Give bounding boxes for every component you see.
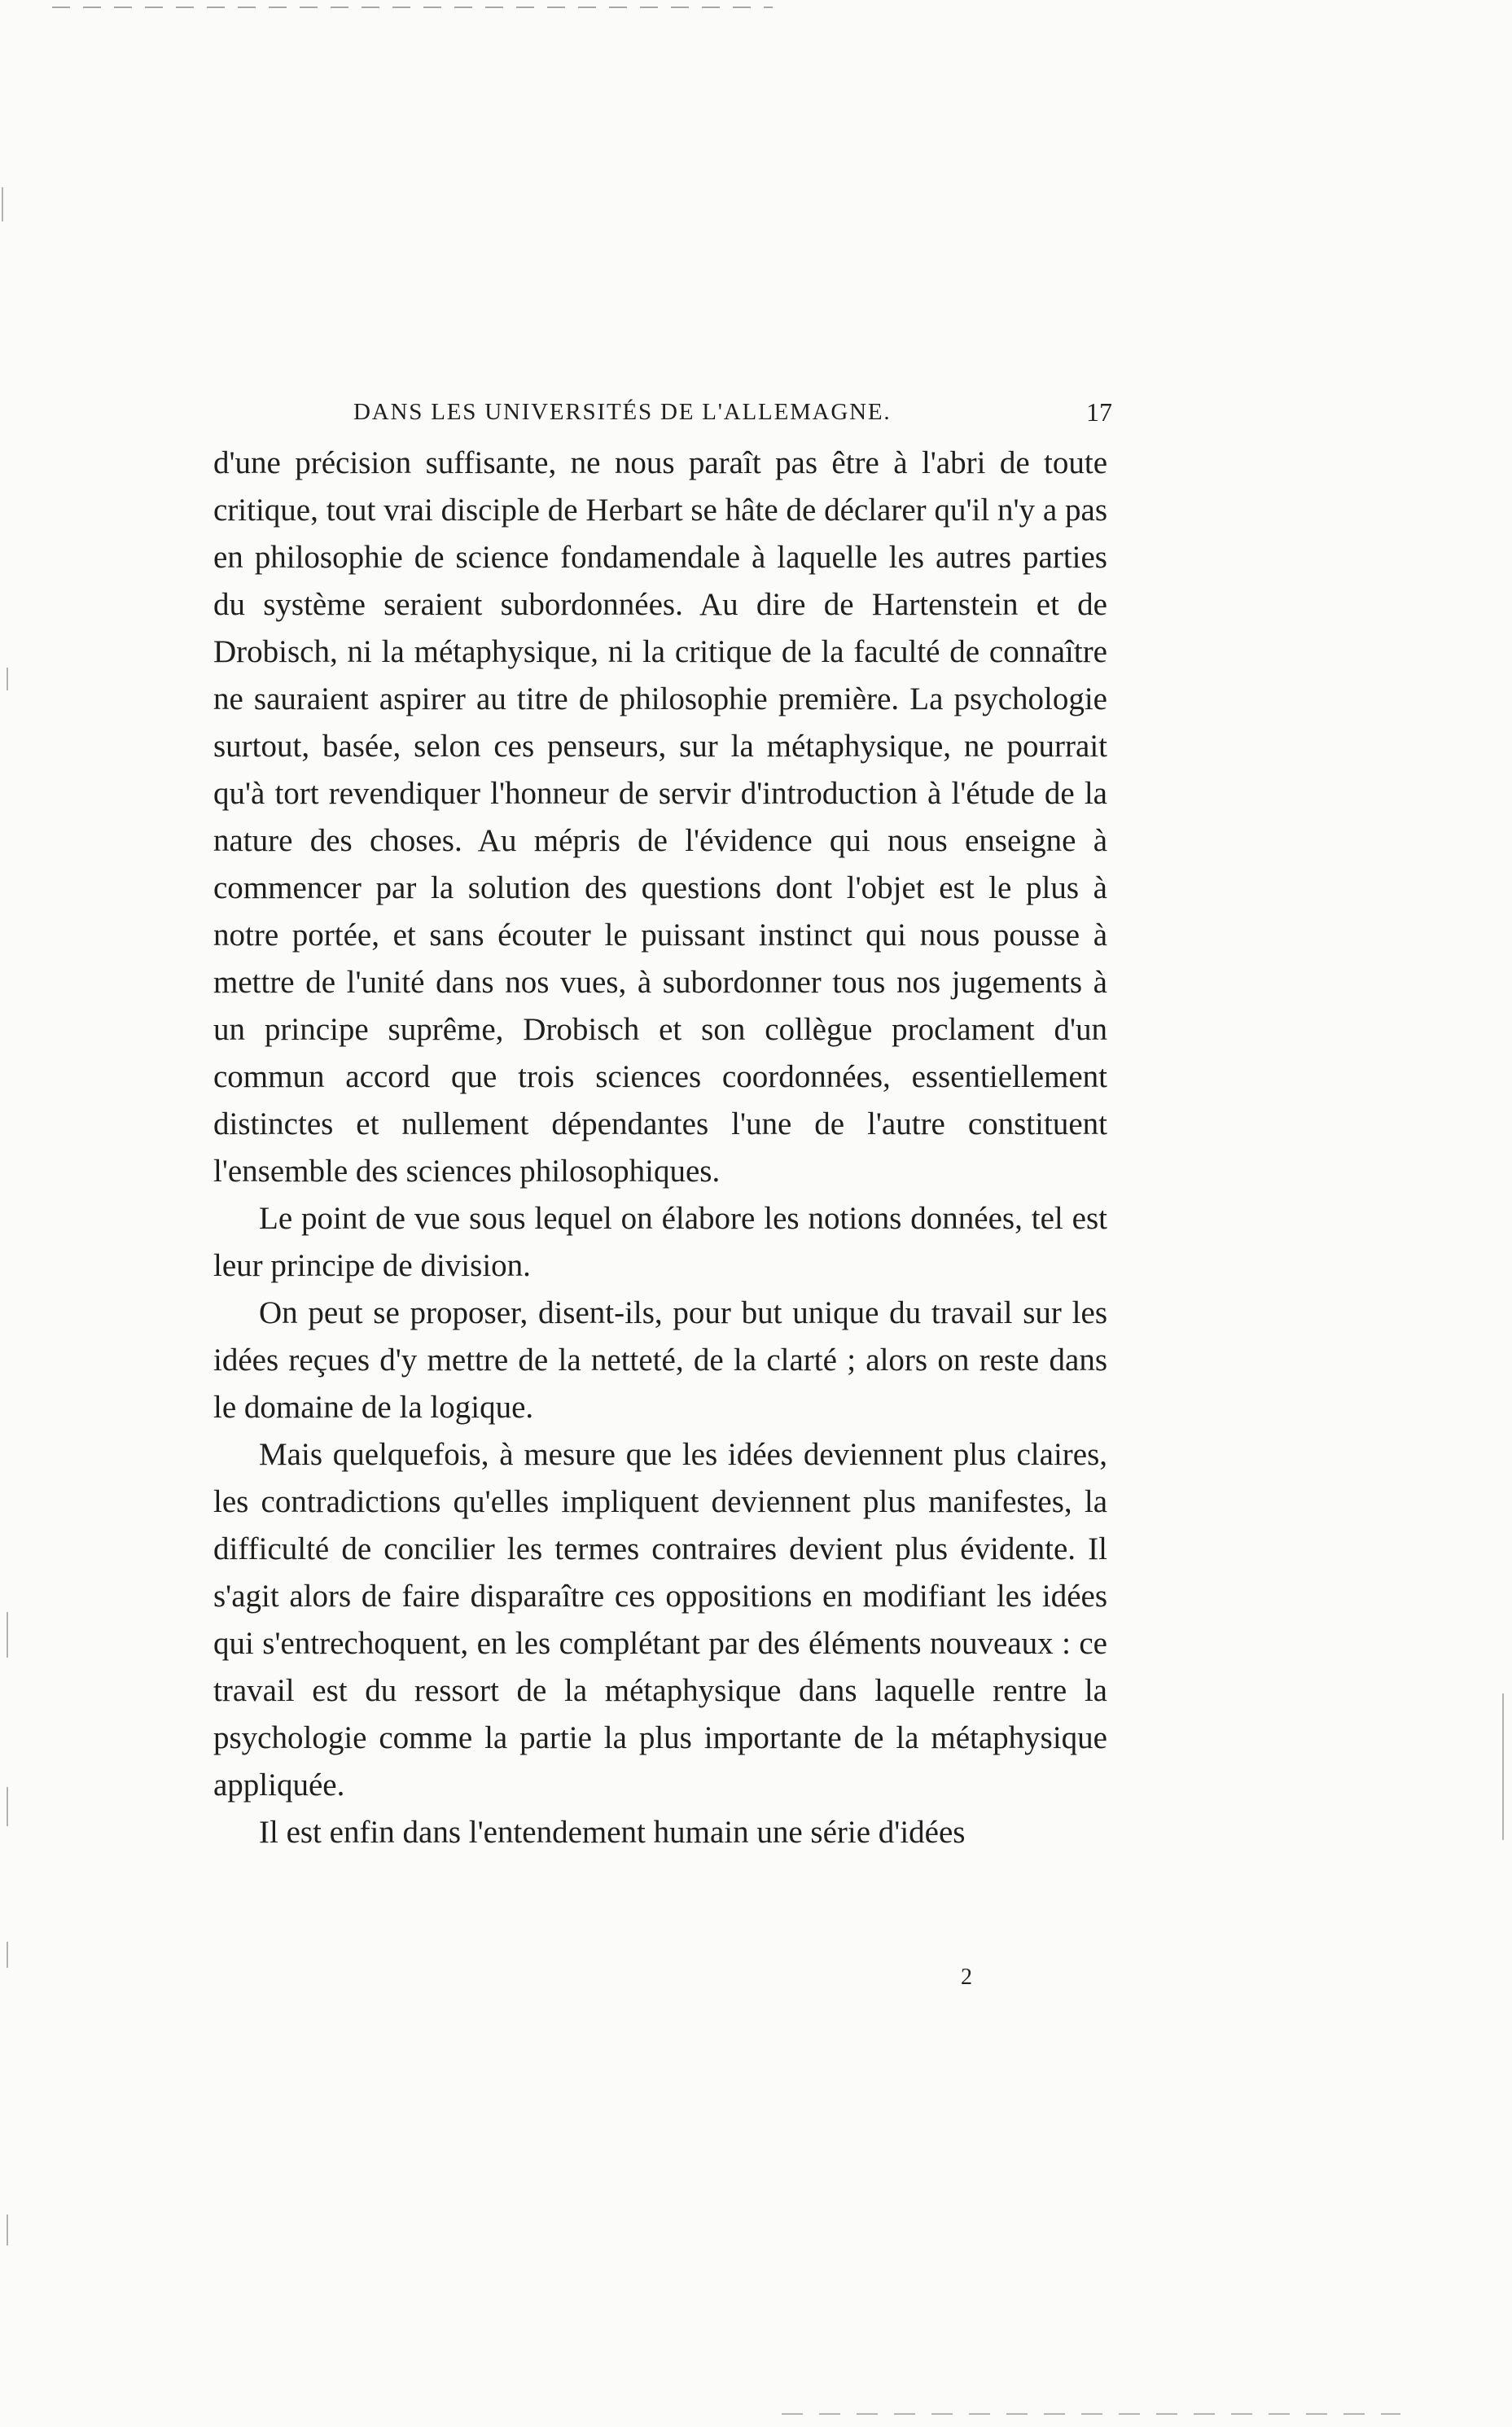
- paragraph-5: Il est enfin dans l'entendement humain une série d'idées: [259, 1815, 966, 1850]
- scan-margin-mark: [7, 668, 8, 690]
- scan-margin-mark: [2, 187, 3, 221]
- scan-margin-mark: [7, 1612, 8, 1658]
- running-header: [208, 396, 1112, 428]
- paragraph-1: d'une précision suffisante, ne nous paraît pas être à l'abri de toute critique, tout vrai disciple de Herbart se hâte de déclarer qu'il n'y a pas en philosophie de science fondamendale à laquelle les autres parties du système seraient subordonnées. Au dire de Hartenstein et de Drobisch, ni la métaphysique, ni la critique de la faculté de connaître ne sauraient aspirer au titre de philosophie première. La psychologie surtout, basée, selon ces penseurs, sur la métaphysique, ne pourrait qu'à tort revendiquer l'honneur de servir d'introduction à l'étude de la nature des choses. Au mépris de l'évidence qui nous enseigne à commencer par la solution des questions dont l'objet est le plus à notre portée, et sans écouter le puissant instinct qui nous pousse à mettre de l'unité dans nos vues, à subordonner tous nos jugements à un principe suprême, Drobisch et son collègue proclament d'un commun accord que trois sciences coordonnées, essentiellement distinctes et nullement dépendantes l'une de l'autre constituent l'ensemble des sciences philosophiques.: [213, 445, 1107, 1189]
- paragraph-2: Le point de vue sous lequel on élabore les notions données, tel est leur principe de division.: [213, 1201, 1107, 1283]
- scan-margin-mark: [1502, 1693, 1504, 1840]
- running-header-title: DANS LES UNIVERSITÉS DE L'ALLEMAGNE.: [353, 399, 892, 425]
- signature-mark: 2: [961, 1965, 972, 1990]
- scan-top-rule: [52, 7, 773, 8]
- scan-bottom-rule: [782, 2413, 1400, 2415]
- scan-margin-mark: [7, 2215, 8, 2245]
- paragraph-4: Mais quelquefois, à mesure que les idées deviennent plus claires, les contradictions qu'elles impliquent deviennent plus manifestes, la difficulté de concilier les termes contraires devient plus évidente. Il s'agit alors de faire disparaître ces oppositions en modifiant les idées qui s'entrechoquent, en les complétant par des éléments nouveaux : ce travail est du ressort de la métaphysique dans laquelle rentre la psychologie comme la partie la plus importante de la métaphysique appliquée.: [213, 1437, 1107, 1803]
- paragraph-3: On peut se proposer, disent-ils, pour but unique du travail sur les idées reçues d'y mettre de la netteté, de la clarté ; alors on reste dans le domaine de la logique.: [213, 1295, 1107, 1425]
- scan-margin-mark: [7, 1787, 8, 1826]
- scan-margin-mark: [7, 1942, 8, 1968]
- page-number: 17: [1086, 397, 1112, 427]
- body-text: [213, 440, 1107, 1856]
